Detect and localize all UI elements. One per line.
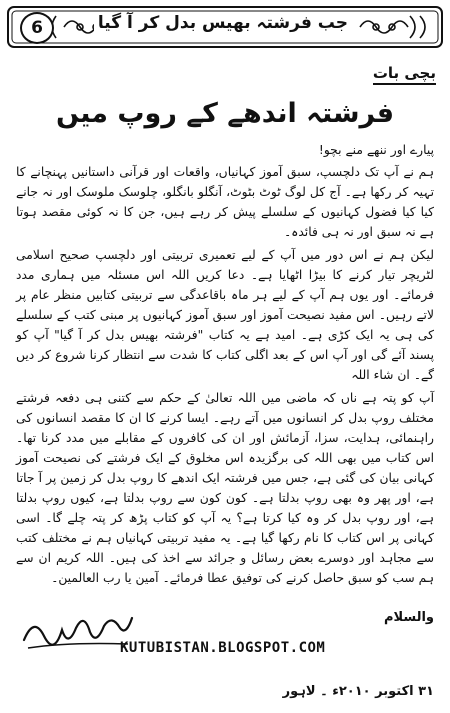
page-number: 6 <box>20 12 54 44</box>
greeting: پیارے اور ننھے منے بچو! <box>318 143 434 157</box>
closing-salutation: والسلام <box>383 610 434 625</box>
paragraph-1: ہم نے آپ تک دلچسپ، سبق آموز کہانیاں، واقعات اور قرآنی داستانیں پہنچانے کا تہیہ کر رکھا ہے۔ آج کل لوگ ٹوٹ بٹوٹ، آنگلو بانگلو، چلوسک ملوسک اور نہ جانے کیا کیا فضول کہانیوں کے سلسلے پیش کر رہے ہیں، جن کا نہ کوئی مقصد ہوتا ہے نہ سبق اور نہ ہی فائدہ۔ <box>16 165 434 239</box>
paragraph-2: لیکن ہم نے اس دور میں آپ کے لیے تعمیری تربیتی اور دلچسپ صحیح اسلامی لٹریچر تیار کرنے کا بیڑا اٹھایا ہے۔ دعا کریں اللہ اس مسئلہ میں ہماری مدد فرمائے۔ اور یوں ہم آپ کے لیے ہر ماہ باقاعدگی سے تربیتی کتابیں منظر عام پر لاتے رہیں۔ اس مفید نصیحت آموز اور سبق آموز کہانیوں پر مبنی کتب کے سلسلے کی ہی یہ ایک کڑی ہے۔ امید ہے یہ کتاب "فرشتہ بھیس بدل کر آ گیا" آپ کو پسند آئے گی اور آپ اس کے بعد اگلی کتاب کا شدت سے انتظار کرنا شروع کر دیں گے۔ ان شاء اللہ <box>16 248 434 382</box>
page-title: فرشتہ اندھے کے روپ میں <box>55 98 394 129</box>
page-header <box>6 4 444 50</box>
paragraph-3: آپ کو پتہ ہے ناں کہ ماضی میں اللہ تعالیٰ کے حکم سے کتنی ہی دفعہ فرشتے مختلف روپ بدل کر انسانوں میں آتے رہے۔ ایسا کرنے کا ان کا مقصد انسانوں کی راہنمائی، ہدایت، سزا، آزمائش اور ان کی کافروں کے مقابلے میں مدد کرنا تھا۔ اس کتاب میں بھی اللہ کی برگزیدہ اس مخلوق کے ایک فرشتے کی نصیحت آموز کہانی بیان کی گئی ہے، جس میں فرشتہ ایک اندھے کا روپ بدل کر زمین پر آ جاتا ہے، اور پھر وہ بھی روپ بدلتا ہے۔ کون کون سے روپ بدلتا ہے، کیوں روپ بدلتا ہے، اور روپ بدل کر وہ کیا کرتا ہے؟ یہ آپ کو کتاب پڑھ کر پتہ چلے گا۔ اسی کہانی پر اس کتاب کا نام رکھا گیا ہے۔ یہ مفید تربیتی کہانیاں ہم نے مختلف کتب سے مجاہد اور دوسرے بعض رسائل و جرائد سے اخذ کی ہیں۔ اللہ کریم ان سے ہم سب کو سبق حاصل کرنے کی توفیق عطا فرمائے۔ آمین یا رب العالمین۔ <box>16 391 434 585</box>
website-link[interactable]: KUTUBISTAN.BLOGSPOT.COM <box>120 640 326 656</box>
running-title: جب فرشتہ بھیس بدل کر آ گیا <box>94 12 352 33</box>
body-text <box>16 140 434 591</box>
section-label: بچی بات <box>373 64 436 85</box>
date-place: ۳۱ اکتوبر ۲۰۱۰ء ۔ لاہور <box>282 684 434 699</box>
signature-block <box>16 610 434 710</box>
